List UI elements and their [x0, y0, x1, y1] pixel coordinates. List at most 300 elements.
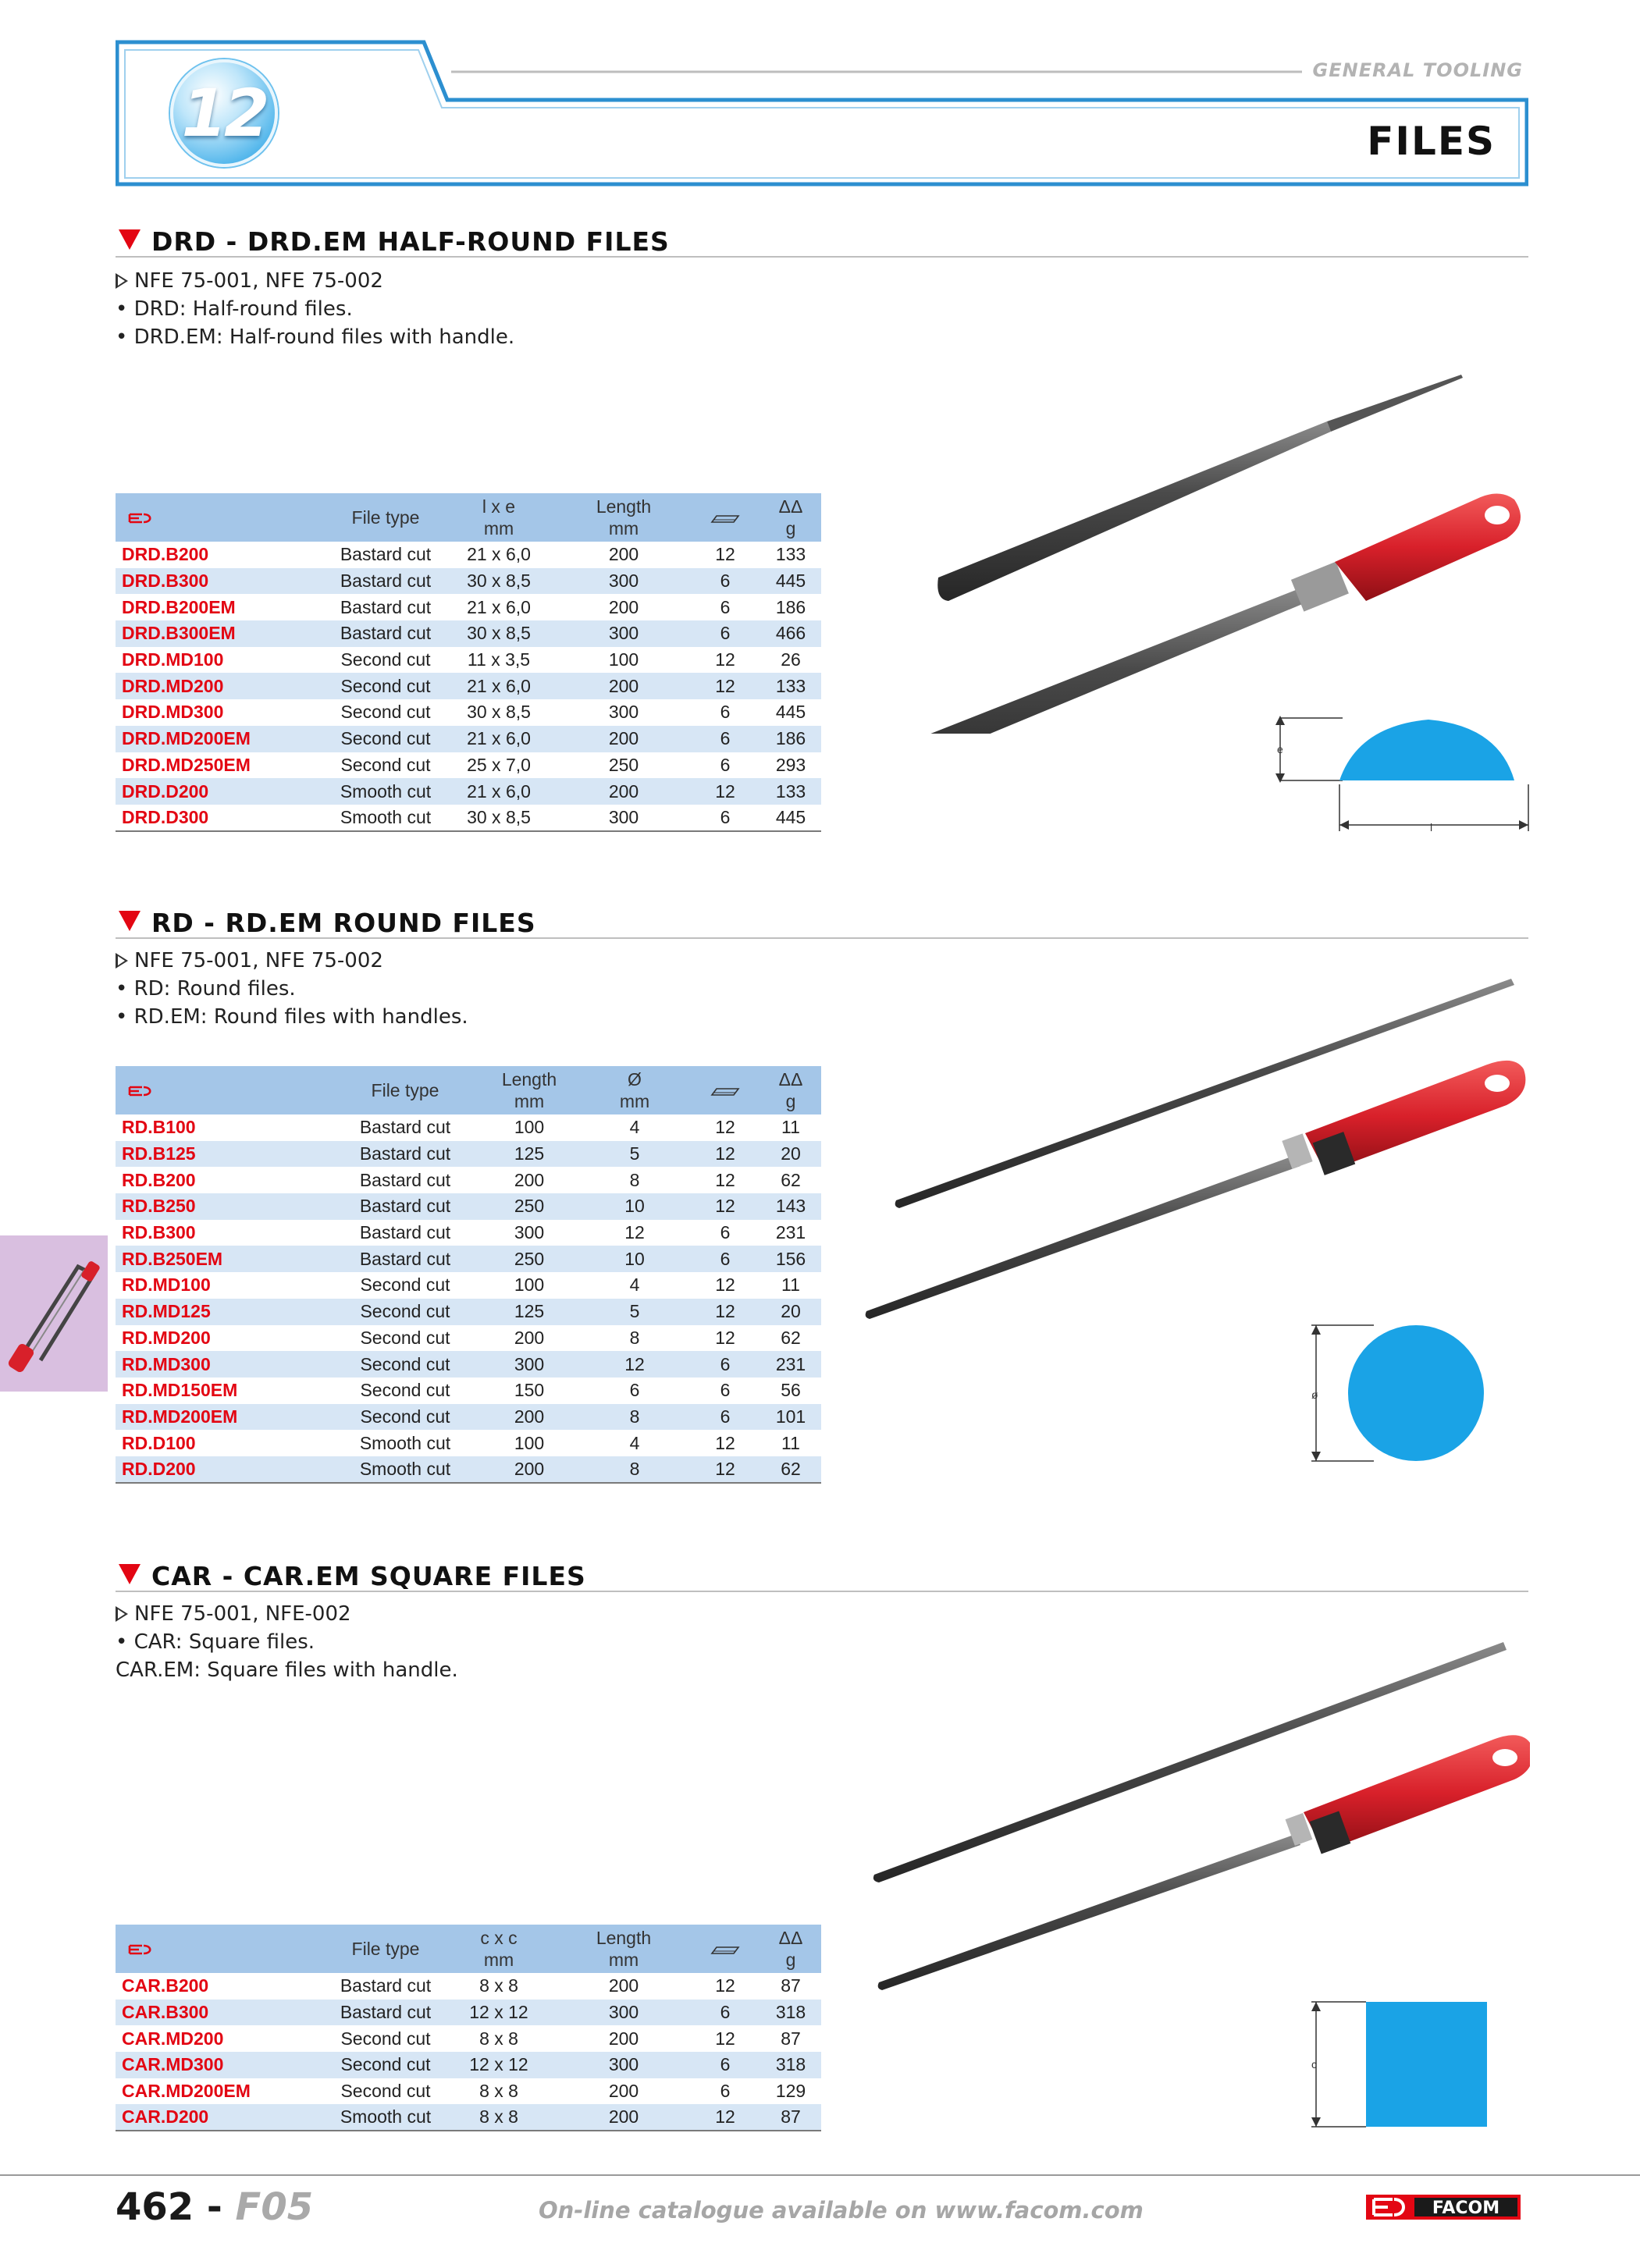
table-row — [116, 1246, 821, 1272]
cell-ref: RD.B300 — [122, 1222, 196, 1243]
length-header-unit: mm — [608, 518, 639, 539]
cell-type: Second cut — [331, 1351, 479, 1378]
cell-dia: 8 — [579, 1404, 690, 1431]
cell-dim: 30 x 8,5 — [440, 805, 557, 831]
cell-type: Smooth cut — [331, 805, 440, 831]
length-header-label: Length — [596, 496, 652, 517]
cell-weight: 62 — [760, 1456, 821, 1483]
brand-name: FACOM — [1432, 2199, 1500, 2218]
page-title: FILES — [1367, 119, 1496, 164]
cell-weight: 87 — [760, 2104, 821, 2131]
cell-weight: 231 — [775, 1222, 806, 1243]
page-code: F05 — [235, 2185, 314, 2229]
table-row — [116, 778, 821, 805]
cell-ref: RD.B200 — [122, 1169, 196, 1190]
cell-teeth: 12 — [690, 1456, 760, 1483]
cell-dim: 12 x 12 — [440, 2052, 557, 2078]
standard-line-drd — [116, 267, 383, 295]
cell-ref: RD.MD200 — [122, 1327, 211, 1348]
cell-teeth: 6 — [720, 702, 731, 723]
cell-type: Bastard cut — [331, 2000, 440, 2026]
cell-weight: 62 — [781, 1327, 801, 1348]
cell-teeth: 12 — [690, 1299, 760, 1325]
cell-type: Smooth cut — [331, 2104, 440, 2131]
cell-teeth: 6 — [720, 1222, 731, 1243]
cell-weight: 20 — [760, 1141, 821, 1168]
standard-line-car — [116, 1600, 351, 1628]
table-row — [116, 1299, 821, 1325]
cell-dim: 21 x 6,0 — [440, 778, 557, 805]
cell-dim: 30 x 8,5 — [467, 702, 531, 723]
cell-ref: RD.B100 — [122, 1117, 196, 1138]
length-header-unit: mm — [514, 1091, 545, 1111]
section-title-rd: RD - RD.EM ROUND FILES — [151, 908, 536, 938]
cell-ref: RD.D100 — [122, 1432, 196, 1453]
cell-length: 300 — [608, 702, 639, 723]
description-drd-1: • DRD: Half-round files. — [116, 297, 353, 321]
cell-teeth: 12 — [690, 1141, 760, 1168]
cell-teeth: 6 — [690, 1351, 760, 1378]
page-number-value: 462 — [116, 2185, 194, 2229]
cell-weight: 445 — [760, 568, 821, 595]
cell-ref: RD.D200 — [116, 1456, 331, 1483]
facom-logo-icon — [128, 1938, 155, 1949]
dimension-header — [440, 493, 557, 542]
cell-teeth: 6 — [690, 568, 760, 595]
cell-length: 300 — [557, 2052, 690, 2078]
weight-header-unit: g — [785, 518, 796, 539]
half-round-file-illustration — [827, 367, 1530, 734]
half-round-profile-diagram — [1265, 706, 1530, 839]
file-type-header: File type — [331, 493, 440, 542]
cell-weight: 11 — [781, 1432, 800, 1453]
cell-length: 100 — [514, 1117, 545, 1138]
cell-type: Bastard cut — [331, 1141, 479, 1168]
cell-length: 200 — [557, 673, 690, 699]
cell-teeth: 12 — [715, 1117, 735, 1138]
cell-ref: CAR.D200 — [116, 2104, 331, 2131]
cell-length: 250 — [479, 1193, 579, 1220]
cell-length: 200 — [608, 2028, 639, 2049]
cell-dim: 11 x 3,5 — [467, 649, 531, 670]
width-label-l: l — [1430, 821, 1433, 834]
length-header-unit: mm — [608, 1950, 639, 1970]
cell-dim: 30 x 8,5 — [440, 568, 557, 595]
cell-type: Bastard cut — [331, 620, 440, 647]
cell-type: Second cut — [340, 2081, 431, 2102]
length-header — [557, 1925, 690, 1973]
cell-teeth: 12 — [715, 1169, 735, 1190]
cell-dim: 21 x 6,0 — [467, 596, 531, 617]
standard-rd: NFE 75-001, NFE 75-002 — [134, 949, 383, 972]
cell-length: 200 — [608, 596, 639, 617]
cell-weight: 318 — [760, 2000, 821, 2026]
section-category: GENERAL TOOLING — [1312, 59, 1523, 81]
cell-weight: 133 — [775, 544, 806, 565]
cell-type: Bastard cut — [331, 568, 440, 595]
cell-ref: RD.B125 — [116, 1141, 331, 1168]
cell-ref: DRD.MD250EM — [122, 754, 251, 775]
spec-table-drd — [116, 493, 821, 832]
red-triangle-icon — [119, 911, 141, 931]
cell-length: 250 — [479, 1246, 579, 1272]
dimension-header-unit: mm — [483, 1950, 514, 1970]
file-teeth-icon — [709, 1943, 742, 1958]
cell-teeth: 12 — [690, 673, 760, 699]
cell-ref: RD.MD100 — [122, 1274, 211, 1296]
cell-length: 100 — [514, 1432, 545, 1453]
table-row — [116, 1456, 821, 1483]
cell-dia: 5 — [579, 1299, 690, 1325]
standard-car: NFE 75-001, NFE-002 — [134, 1602, 351, 1626]
cell-length: 150 — [514, 1380, 545, 1401]
cell-weight: 11 — [781, 1117, 800, 1138]
cell-ref: DRD.B300 — [116, 568, 331, 595]
cell-type: Second cut — [331, 1404, 479, 1431]
cell-dia: 6 — [629, 1380, 640, 1401]
cell-ref: DRD.B200EM — [122, 596, 236, 617]
cell-length: 100 — [608, 649, 639, 670]
cell-type: Bastard cut — [331, 1193, 479, 1220]
cell-teeth: 12 — [715, 1432, 735, 1453]
cell-length: 200 — [608, 544, 639, 565]
weight-header-label: ΔΔ — [778, 1928, 803, 1948]
cell-dim: 8 x 8 — [440, 2104, 557, 2131]
file-type-header: File type — [331, 1066, 479, 1114]
dimension-header — [440, 1925, 557, 1973]
description-rd-1: • RD: Round files. — [116, 977, 296, 1001]
cell-length: 300 — [557, 2000, 690, 2026]
table-row — [116, 699, 821, 726]
cell-type: Second cut — [340, 702, 431, 723]
cell-length: 200 — [514, 1169, 545, 1190]
weight-header — [760, 1066, 821, 1114]
cell-length: 300 — [514, 1222, 545, 1243]
footer-rule — [0, 2174, 1640, 2176]
cell-dim: 8 x 8 — [479, 1975, 518, 1996]
table-row — [116, 805, 821, 831]
chapter-badge — [170, 59, 278, 167]
cell-type: Bastard cut — [340, 544, 432, 565]
cell-teeth: 12 — [715, 544, 735, 565]
cell-type: Bastard cut — [359, 1222, 451, 1243]
height-label-e: e — [1277, 743, 1283, 755]
cell-weight: 62 — [781, 1169, 801, 1190]
facom-logo-icon — [128, 507, 155, 517]
ref-header — [116, 1925, 331, 1973]
table-row — [116, 673, 821, 699]
diameter-label: ø — [1311, 1388, 1318, 1401]
cell-length: 200 — [557, 726, 690, 752]
table-row — [116, 752, 821, 779]
cell-type: Bastard cut — [331, 1246, 479, 1272]
cell-ref: DRD.B200 — [122, 544, 209, 565]
table-row — [116, 620, 821, 647]
table-row — [116, 2104, 821, 2131]
cell-ref: DRD.D200 — [116, 778, 331, 805]
cell-type: Bastard cut — [359, 1169, 451, 1190]
red-triangle-icon — [119, 229, 141, 250]
cell-ref: CAR.B200 — [122, 1975, 209, 1996]
cell-type: Smooth cut — [331, 778, 440, 805]
dimension-header-label: l x e — [482, 496, 516, 517]
cell-length: 200 — [514, 1327, 545, 1348]
side-label-c: c — [1311, 2058, 1317, 2071]
cell-type: Second cut — [331, 673, 440, 699]
cell-ref: RD.MD125 — [116, 1299, 331, 1325]
cell-teeth: 12 — [715, 1975, 735, 1996]
cell-length: 200 — [608, 2081, 639, 2102]
cell-dia: 8 — [629, 1327, 640, 1348]
table-header-row — [116, 1925, 821, 1973]
table-row — [116, 542, 821, 568]
cell-dia: 10 — [579, 1193, 690, 1220]
table-row — [116, 1404, 821, 1431]
cell-weight: 156 — [760, 1246, 821, 1272]
cell-teeth: 6 — [720, 596, 731, 617]
weight-header — [760, 1925, 821, 1973]
cell-type: Second cut — [360, 1274, 450, 1296]
table-row — [116, 1167, 821, 1193]
cell-dim: 21 x 6,0 — [440, 673, 557, 699]
cell-type: Smooth cut — [331, 1456, 479, 1483]
table-row — [116, 2000, 821, 2026]
ref-header — [116, 1066, 331, 1114]
weight-header-unit: g — [785, 1950, 796, 1970]
cell-ref: DRD.D300 — [116, 805, 331, 831]
table-row — [116, 1973, 821, 2000]
page-number-separator: - — [194, 2185, 236, 2229]
section-header-drd — [116, 226, 1528, 258]
cell-length: 300 — [557, 568, 690, 595]
table-header-row — [116, 493, 821, 542]
cell-ref: CAR.MD200 — [122, 2028, 224, 2049]
facom-logo-icon — [128, 1079, 155, 1090]
cell-teeth: 6 — [690, 1404, 760, 1431]
file-teeth-icon — [709, 1084, 742, 1100]
cell-length: 100 — [514, 1274, 545, 1296]
dimension-header-unit: mm — [483, 518, 514, 539]
dimension-header-label: c x c — [480, 1928, 518, 1948]
cell-weight: 445 — [775, 702, 806, 723]
description-drd-2: • DRD.EM: Half-round files with handle. — [116, 325, 515, 349]
cell-weight: 87 — [781, 2028, 801, 2049]
table-row — [116, 568, 821, 595]
table-row — [116, 1430, 821, 1456]
catalogue-note: On-line catalogue available on www.facom.com — [539, 2197, 1144, 2224]
cell-dia: 12 — [579, 1351, 690, 1378]
cell-teeth: 12 — [715, 2028, 735, 2049]
table-row — [116, 726, 821, 752]
cell-type: Second cut — [340, 649, 431, 670]
cell-weight: 293 — [775, 754, 806, 775]
weight-header — [760, 493, 821, 542]
length-header — [479, 1066, 579, 1114]
table-row — [116, 2025, 821, 2052]
cell-ref: DRD.MD100 — [122, 649, 224, 670]
cell-teeth: 6 — [720, 2081, 731, 2102]
cell-ref: DRD.MD200 — [116, 673, 331, 699]
cell-teeth: 12 — [690, 2104, 760, 2131]
cell-weight: 186 — [760, 726, 821, 752]
cell-teeth: 6 — [690, 620, 760, 647]
facom-brand-logo — [1366, 2192, 1521, 2223]
cell-type: Second cut — [360, 1380, 450, 1401]
table-row — [116, 1351, 821, 1378]
cell-dia: 8 — [579, 1456, 690, 1483]
outline-triangle-icon — [116, 273, 128, 289]
cell-dim: 30 x 8,5 — [440, 620, 557, 647]
cell-dia: 4 — [629, 1117, 640, 1138]
cell-dim: 21 x 6,0 — [440, 726, 557, 752]
file-teeth-icon — [709, 511, 742, 527]
outline-triangle-icon — [116, 953, 128, 969]
hacksaw-icon — [0, 1235, 108, 1392]
table-header-row — [116, 1066, 821, 1114]
table-row — [116, 2078, 821, 2105]
cell-ref: RD.MD150EM — [122, 1380, 238, 1401]
cell-length: 200 — [608, 1975, 639, 1996]
cell-weight: 133 — [760, 673, 821, 699]
cell-type: Bastard cut — [340, 1975, 432, 1996]
standard-line-rd — [116, 947, 383, 975]
description-car-2: CAR.EM: Square files with handle. — [116, 1658, 458, 1682]
chapter-number: 12 — [181, 75, 267, 151]
length-header — [557, 493, 690, 542]
cell-type: Second cut — [331, 1299, 479, 1325]
cell-type: Second cut — [360, 1327, 450, 1348]
cell-weight: 143 — [760, 1193, 821, 1220]
round-file-illustration — [859, 968, 1530, 1327]
cell-teeth: 6 — [690, 726, 760, 752]
cell-weight: 466 — [760, 620, 821, 647]
cell-ref: RD.MD300 — [116, 1351, 331, 1378]
cell-length: 300 — [557, 805, 690, 831]
cell-length: 300 — [479, 1351, 579, 1378]
table-row — [116, 647, 821, 674]
spec-table-rd — [116, 1066, 821, 1484]
cell-length: 125 — [479, 1141, 579, 1168]
table-row — [116, 1141, 821, 1168]
cell-ref: DRD.MD300 — [122, 702, 224, 723]
spec-table-car — [116, 1925, 821, 2131]
section-title-drd: DRD - DRD.EM HALF-ROUND FILES — [151, 226, 670, 257]
cell-teeth: 6 — [690, 805, 760, 831]
description-rd-2: • RD.EM: Round files with handles. — [116, 1005, 468, 1029]
cell-weight: 445 — [760, 805, 821, 831]
cell-type: Second cut — [340, 2028, 431, 2049]
section-title-car: CAR - CAR.EM SQUARE FILES — [151, 1561, 586, 1591]
section-header-car — [116, 1561, 1528, 1592]
cell-ref: RD.B250EM — [116, 1246, 331, 1272]
cell-type: Bastard cut — [359, 1117, 451, 1138]
ref-header — [116, 493, 331, 542]
teeth-header — [690, 1925, 760, 1973]
weight-header-label: ΔΔ — [778, 1069, 803, 1090]
cell-teeth: 12 — [715, 649, 735, 670]
cell-dim: 8 x 8 — [479, 2081, 518, 2102]
cell-length: 300 — [557, 620, 690, 647]
cell-ref: CAR.MD300 — [116, 2052, 331, 2078]
page-number — [116, 2185, 313, 2229]
cell-length: 200 — [557, 778, 690, 805]
cell-weight: 87 — [781, 1975, 801, 1996]
cell-type: Second cut — [331, 726, 440, 752]
cell-weight: 26 — [781, 649, 801, 670]
table-row — [116, 2052, 821, 2078]
teeth-header — [690, 493, 760, 542]
cell-weight: 318 — [760, 2052, 821, 2078]
cell-ref: RD.MD200EM — [116, 1404, 331, 1431]
cell-teeth: 6 — [720, 1380, 731, 1401]
cell-teeth: 12 — [715, 1327, 735, 1348]
square-profile-diagram — [1304, 1998, 1491, 2131]
table-row — [116, 1378, 821, 1404]
cell-type: Second cut — [340, 754, 431, 775]
table-row — [116, 1193, 821, 1220]
cell-teeth: 6 — [690, 2052, 760, 2078]
cell-ref: CAR.B300 — [116, 2000, 331, 2026]
cell-weight: 101 — [760, 1404, 821, 1431]
cell-dim: 25 x 7,0 — [467, 754, 531, 775]
cell-teeth: 6 — [720, 754, 731, 775]
cell-dia: 4 — [629, 1274, 640, 1296]
cell-weight: 20 — [760, 1299, 821, 1325]
cell-length: 125 — [479, 1299, 579, 1325]
cell-dim: 21 x 6,0 — [467, 544, 531, 565]
table-row — [116, 1220, 821, 1246]
cell-weight: 133 — [760, 778, 821, 805]
cell-type: Smooth cut — [359, 1432, 451, 1453]
description-car-1: • CAR: Square files. — [116, 1630, 315, 1654]
teeth-header — [690, 1066, 760, 1114]
diameter-header — [579, 1066, 690, 1114]
table-row — [116, 1114, 821, 1141]
length-header-label: Length — [596, 1928, 652, 1948]
cell-teeth: 12 — [690, 1193, 760, 1220]
cell-length: 250 — [608, 754, 639, 775]
weight-header-unit: g — [785, 1091, 796, 1111]
cell-dia: 5 — [579, 1141, 690, 1168]
round-profile-diagram — [1296, 1319, 1514, 1467]
square-file-illustration — [859, 1631, 1530, 1990]
cell-weight: 129 — [775, 2081, 806, 2102]
cell-teeth: 12 — [690, 778, 760, 805]
cell-teeth: 12 — [715, 1274, 735, 1296]
standard-drd: NFE 75-001, NFE 75-002 — [134, 269, 383, 293]
length-header-label: Length — [501, 1069, 557, 1090]
cell-teeth: 6 — [690, 1246, 760, 1272]
chapter-side-tab — [0, 1235, 108, 1392]
cell-weight: 56 — [781, 1380, 801, 1401]
cell-type: Bastard cut — [340, 596, 432, 617]
cell-weight: 11 — [781, 1274, 800, 1296]
red-triangle-icon — [119, 1564, 141, 1584]
cell-length: 200 — [557, 2104, 690, 2131]
cell-dia: 12 — [624, 1222, 645, 1243]
cell-dim: 12 x 12 — [440, 2000, 557, 2026]
table-row — [116, 1325, 821, 1352]
cell-dia: 10 — [579, 1246, 690, 1272]
diameter-header-label: Ø — [628, 1069, 642, 1090]
cell-weight: 231 — [760, 1351, 821, 1378]
cell-dim: 8 x 8 — [479, 2028, 518, 2049]
cell-dia: 8 — [629, 1169, 640, 1190]
file-type-header: File type — [331, 1925, 440, 1973]
cell-teeth: 6 — [690, 2000, 760, 2026]
cell-weight: 186 — [775, 596, 806, 617]
diameter-header-unit: mm — [619, 1091, 650, 1111]
